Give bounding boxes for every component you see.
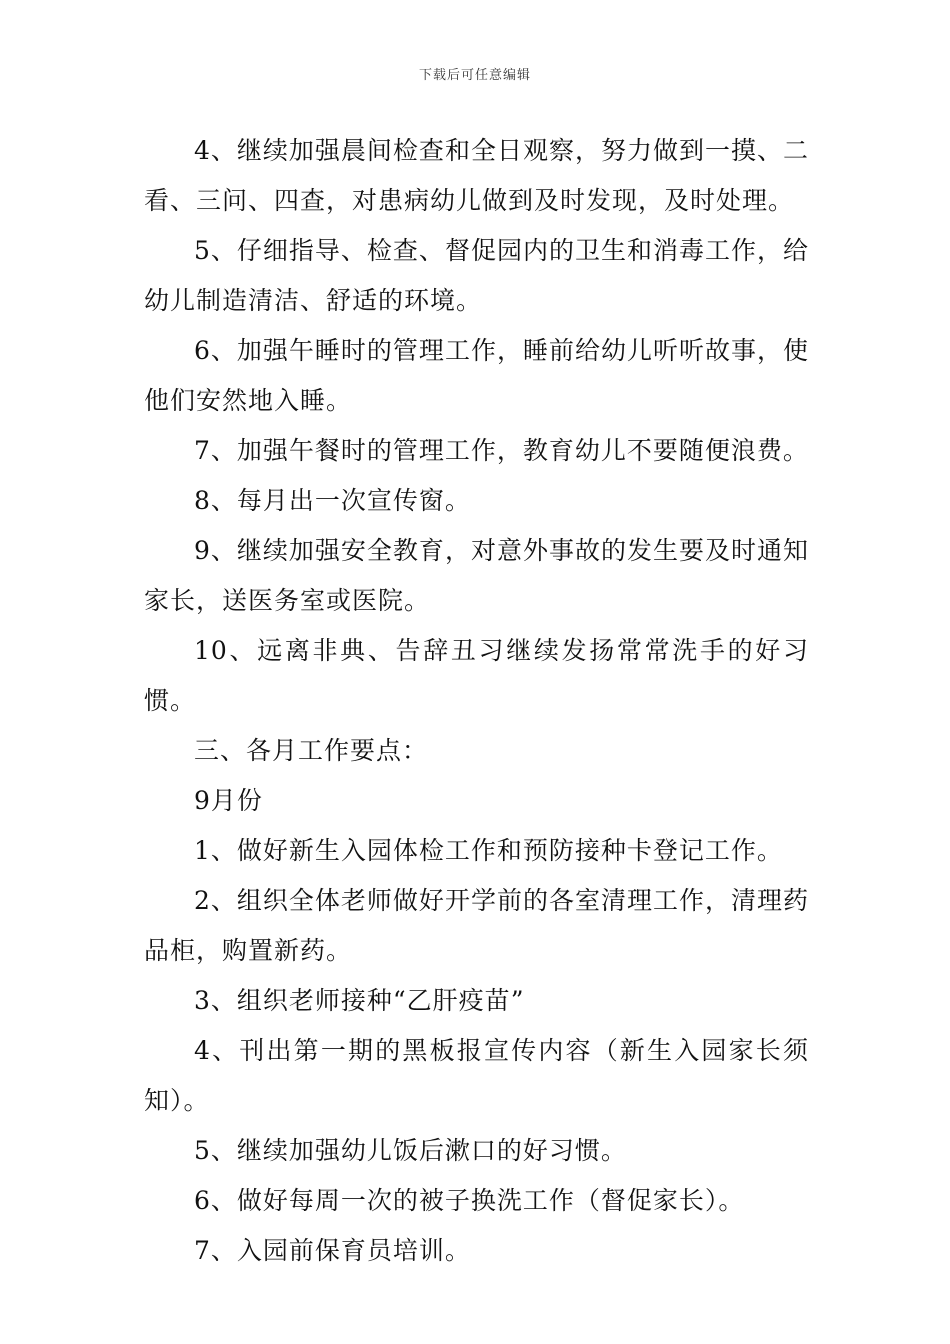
- section-heading: 三、各月工作要点：: [194, 736, 429, 765]
- paragraph-item-9: 9、继续加强安全教育，对意外事故的发生要及时通知家长，送医务室或医院。: [144, 536, 809, 615]
- paragraph-item-8: 8、每月出一次宣传窗。: [194, 486, 471, 515]
- month-item-2: 2、组织全体老师做好开学前的各室清理工作，清理药品柜，购置新药。: [144, 886, 809, 965]
- month-item-5: 5、继续加强幼儿饭后漱口的好习惯。: [194, 1136, 627, 1165]
- paragraph-item-7: 7、加强午餐时的管理工作，教育幼儿不要随便浪费。: [194, 436, 809, 465]
- page-header: 下载后可任意编辑: [418, 68, 531, 83]
- paragraph-item-10: 10、远离非典、告辞丑习继续发扬常常洗手的好习惯。: [144, 636, 809, 715]
- month-heading: 9月份: [194, 786, 263, 815]
- month-item-3: 3、组织老师接种“乙肝疫苗”: [194, 986, 525, 1015]
- month-item-1: 1、做好新生入园体检工作和预防接种卡登记工作。: [194, 836, 783, 865]
- paragraph-item-5: 5、仔细指导、检查、督促园内的卫生和消毒工作，给幼儿制造清洁、舒适的环境。: [144, 236, 809, 315]
- month-item-4: 4、刊出第一期的黑板报宣传内容（新生入园家长须知）。: [144, 1036, 809, 1115]
- paragraph-item-4: 4、继续加强晨间检查和全日观察，努力做到一摸、二看、三问、四查，对患病幼儿做到及时发现，及时处理。: [144, 136, 809, 215]
- month-item-7: 7、入园前保育员培训。: [194, 1236, 471, 1265]
- paragraph-item-6: 6、加强午睡时的管理工作，睡前给幼儿听听故事，使他们安然地入睡。: [144, 336, 809, 415]
- month-item-6: 6、做好每周一次的被子换洗工作（督促家长）。: [194, 1186, 745, 1215]
- document-body: [144, 126, 809, 1276]
